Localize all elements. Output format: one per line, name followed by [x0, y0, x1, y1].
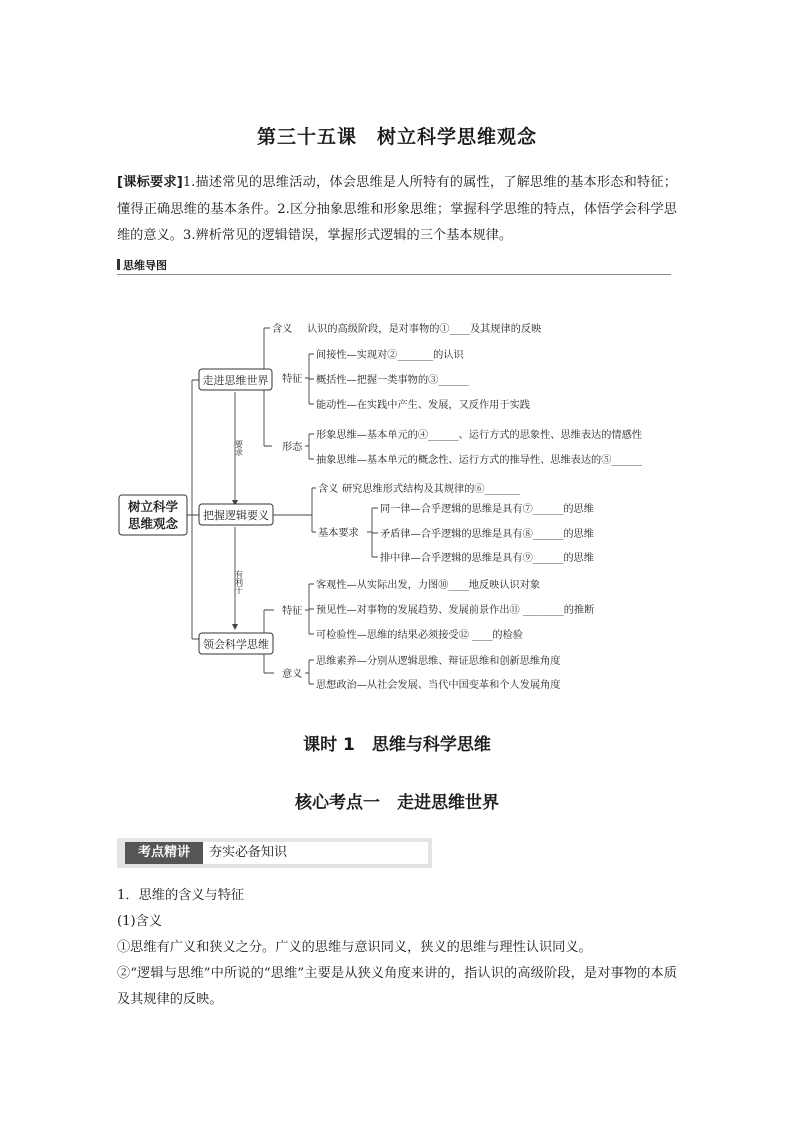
sub-label-requirements: 基本要求 [318, 528, 359, 539]
sub-label-features: 特征 [282, 374, 303, 385]
sub-label-forms: 形态 [282, 442, 303, 453]
leaf-item: 抽象思维—基本单元的概念性、运行方式的推导性、思维表达的⑤______ [316, 455, 642, 466]
link-label-require: 要求 [234, 440, 244, 456]
curriculum-text: 1.描述常见的思维活动，体会思维是人所特有的属性，了解思维的基本形态和特征；懂得正确思维的基本条件。2.区分抽象思维和形象思维；掌握科学思维的特点，体悟学会科学思维的意义。3.辨析常见的逻辑错误，掌握形式逻辑的三个基本规律。 [117, 175, 677, 243]
paragraph: ②“逻辑与思维”中所说的“思维”主要是从狭义角度来讲的，指认识的高级阶段，是对事物的本质及其规律的反映。 [117, 966, 677, 1007]
leaf-item: 矛盾律—合乎逻辑的思维是具有⑧______的思维 [380, 529, 594, 540]
leaf-item: 间接性—实现对②_______的认识 [316, 350, 464, 361]
section-title: 核心考点一 走进思维世界 [295, 793, 499, 813]
branch-label-logic: 把握逻辑要义 [203, 509, 269, 522]
sub-label-meaning: 含义 [272, 324, 293, 335]
leaf-item: 思维素养—分别从逻辑思维、辩证思维和创新思维角度 [316, 656, 561, 667]
leaf-item: 预见性—对事物的发展趋势、发展前景作出⑪ ________的推断 [316, 605, 595, 616]
paragraph: ①思维有广义和狭义之分。广义的思维与意识同义，狭义的思维与理性认识同义。 [117, 940, 592, 955]
heading-1-1: (1)含义 [117, 914, 163, 929]
sub-label-features: 特征 [282, 606, 303, 617]
leaf-item: 思想政治—从社会发展、当代中国变革和个人发展角度 [316, 680, 561, 691]
section-banner [117, 838, 432, 868]
banner-label-secondary: 夯实必备知识 [203, 842, 428, 864]
leaf-item: 认识的高级阶段，是对事物的①____及其规律的反映 [307, 324, 542, 335]
leaf-item: 排中律—合乎逻辑的思维是具有⑨______的思维 [380, 553, 594, 564]
branch-label-explore: 走进思维世界 [202, 374, 269, 387]
leaf-item: 可检验性—思维的结果必须接受⑫ ____的检验 [316, 630, 523, 641]
page-title: 第三十五课 树立科学思维观念 [256, 126, 537, 148]
root-label-line-2: 思维观念 [127, 516, 179, 531]
leaf-item: 能动性—在实践中产生、发展，又反作用于实践 [316, 400, 530, 411]
leaf-item: 概括性—把握一类事物的③______ [316, 375, 469, 386]
lesson-title: 课时 1 思维与科学思维 [303, 735, 491, 755]
leaf-item: 研究思维形式结构及其规律的⑥_______ [342, 484, 521, 495]
sub-label-significance: 意义 [282, 669, 303, 680]
leaf-item: 同一律—合乎逻辑的思维是具有⑦______的思维 [380, 504, 594, 515]
leaf-item: 形象思维—基本单元的④______、运行方式的思象性、思维表达的情感性 [316, 430, 642, 441]
curriculum-tag: [课标要求] [117, 175, 183, 190]
banner-label-primary: 考点精讲 [125, 842, 203, 864]
leaf-item: 客观性—从实际出发，力图⑩____地反映认识对象 [316, 580, 541, 591]
sub-label-meaning: 含义 [318, 484, 339, 495]
root-label-line-1: 树立科学 [127, 499, 179, 514]
link-label-benefit: 有利于 [234, 570, 244, 594]
mindmap-header-label: 思维导图 [123, 259, 167, 272]
heading-1: 1．思维的含义与特征 [117, 888, 245, 903]
branch-label-science: 领会科学思维 [203, 638, 269, 651]
